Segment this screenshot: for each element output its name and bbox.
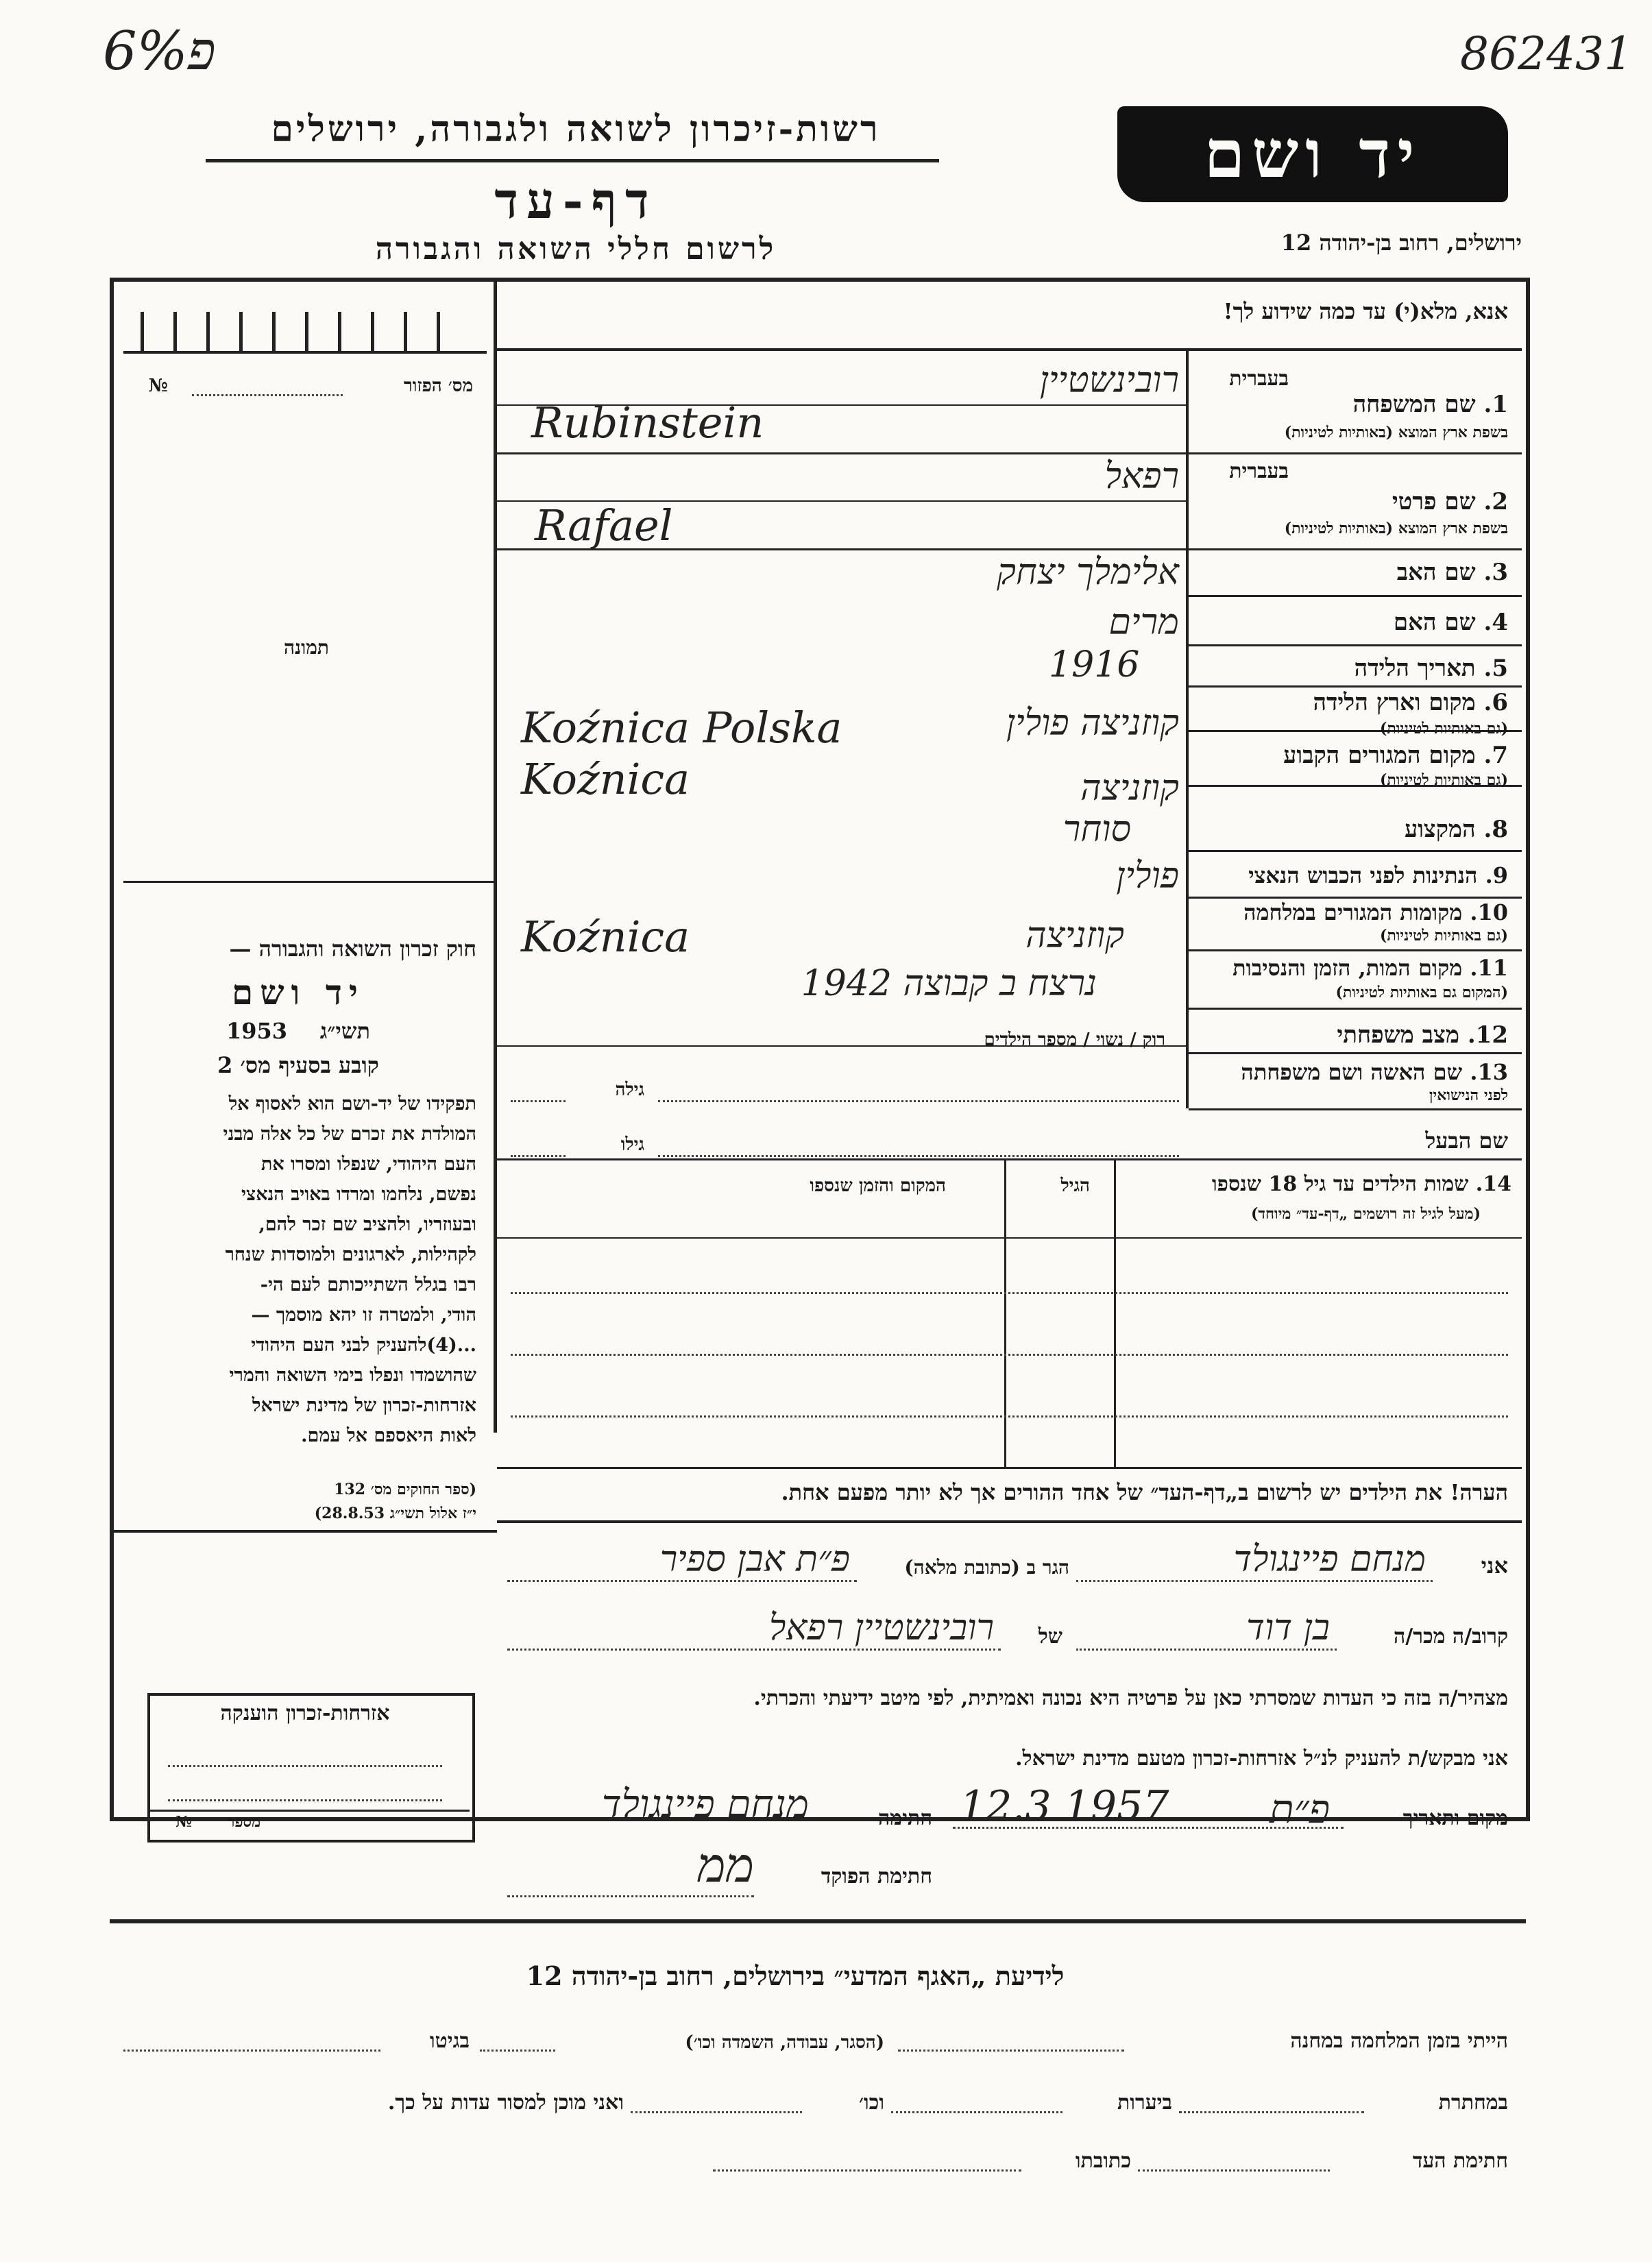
field-2-hebrew-label: בעברית [1229, 459, 1289, 483]
field-9-value[interactable]: פולין [1116, 855, 1179, 897]
field-1-label: 1. שם המשפחה [1352, 391, 1508, 418]
citizenship-number-suffix: № [175, 1813, 192, 1831]
field-1-latin-value[interactable]: Rubinstein [531, 398, 764, 448]
row-sep [1189, 949, 1522, 951]
husband-age-dots [511, 1155, 566, 1157]
file-number-dots [192, 394, 343, 396]
field-2-label: 2. שם פרטי [1392, 488, 1508, 515]
field-10-label: 10. מקומות המגורים במלחמה [1243, 899, 1508, 925]
field-11-sub: (המקום גם באותיות לטיניות) [1335, 984, 1508, 1001]
bottom-line3-a: חתימת העד [1412, 2149, 1508, 2173]
row-sep [1189, 644, 1522, 646]
field-10-latin-value[interactable]: Koźnica [521, 912, 690, 962]
corner-mark-left: 6%פ [103, 21, 216, 82]
field-7-hebrew-value[interactable]: קוזניצה [1080, 768, 1179, 809]
field-12-options: רוק / נשוי / מספר הילדים [984, 1030, 1165, 1050]
note-text: הערה! את הילדים יש לרשום ב„דף-העד״ של אחד ההורים אך לא יותר מפעם אחת. [781, 1479, 1508, 1505]
place-value[interactable]: פ״ת [1270, 1786, 1330, 1832]
field-8-label: 8. המקצוע [1404, 816, 1508, 843]
field-4-label: 4. שם האם [1393, 609, 1508, 636]
law-name: יד ושם [232, 972, 365, 1012]
bottom-line1-dots-3 [123, 2050, 380, 2052]
bottom-line1-dots-2 [480, 2050, 555, 2052]
field-2-latin-value[interactable]: Rafael [535, 500, 673, 550]
row-sep [1189, 1052, 1522, 1054]
law-line: לאות היאספם אל עמם. [301, 1425, 476, 1446]
residing-label: הגר ב (כתובת מלאה) [904, 1556, 1069, 1579]
children-row [511, 1415, 1508, 1418]
clerk-signature-dots [507, 1895, 754, 1897]
bottom-line2-b: ביערות [1117, 2091, 1172, 2115]
place-date-label: מקום ותאריך [1402, 1806, 1508, 1830]
husband-name-dots [658, 1155, 1179, 1157]
children-table-bottom [497, 1467, 1522, 1469]
law-section: קובע בסעיף מס׳ 2 [217, 1052, 379, 1078]
husband-age-label: גילו [620, 1134, 644, 1155]
file-number-label: מס׳ הפזור [403, 376, 473, 396]
signature-value[interactable]: מנחם פיינגולד [601, 1782, 809, 1827]
authority-underline [206, 159, 939, 162]
law-line: הודי, ולמטרה זו יהא מוסמך — [251, 1304, 476, 1326]
field-6-label: 6. מקום וארץ הלידה [1313, 689, 1508, 716]
bottom-line2-a: במחתרת [1438, 2091, 1508, 2115]
bottom-line1-b: (הסגר, עבודה, השמדה וכו׳) [685, 2032, 884, 2053]
of-label: של [1038, 1625, 1062, 1649]
bottom-line2-dots-3 [631, 2111, 802, 2113]
wife-name-dots [658, 1100, 1179, 1102]
wife-age-label: גילה [615, 1080, 644, 1100]
field-3-value[interactable]: אלימלך יצחק [997, 552, 1179, 593]
bottom-title: לידיעת „האגף המדעי״ בירושלים, רחוב בן-יהודה 12 [526, 1960, 1065, 1991]
row-sep [1189, 595, 1522, 597]
field-5-value[interactable]: 1916 [1049, 644, 1140, 685]
law-reference-2: י״ז אלול תשי״ג 28.8.53) [314, 1505, 476, 1522]
law-line: תפקידו של יד-ושם הוא לאסוף אל [228, 1093, 476, 1115]
relation-dots [1076, 1649, 1337, 1651]
relation-of-value[interactable]: רובינשטיין רפאל [768, 1607, 994, 1649]
header-address: ירושלים, רחוב בן-יהודה 12 [1280, 230, 1522, 256]
field-14-label: 14. שמות הילדים עד גיל 18 שנספו [1211, 1172, 1511, 1196]
place-date-dots [953, 1827, 1344, 1829]
field-2-hebrew-value[interactable]: רפאל [1104, 456, 1179, 497]
law-text [120, 1093, 476, 1455]
row-sep [1189, 1008, 1522, 1010]
field-6-sub: (גם באותיות לטיניות) [1379, 720, 1508, 738]
law-line: לקהילות, לארגונים ולמוסדות שנחר [225, 1244, 476, 1265]
bottom-line2-dots-2 [891, 2111, 1062, 2113]
children-col-divider-2 [1004, 1160, 1006, 1469]
declaration-request: אני מבקש/ת להעניק לנ״ל אזרחות-זכרון מטעם מדינת ישראל. [1015, 1747, 1508, 1771]
bottom-line3-dots-2 [713, 2169, 1021, 2172]
logo-text: יד ושם [1204, 115, 1422, 193]
field-9-label: 9. הנתינות לפני הכבוש הנאצי [1248, 862, 1508, 888]
citizenship-dots-1 [168, 1765, 442, 1767]
field-5-label: 5. תאריך הלידה [1354, 655, 1508, 682]
law-line: העם היהודי, שנפלו ומסרו את [260, 1154, 476, 1175]
relation-value[interactable]: בן דוד [1246, 1607, 1330, 1649]
bottom-line1-c: בגיטו [429, 2029, 470, 2053]
children-row [511, 1354, 1508, 1356]
field-13-label: 13. שם האשה ושם משפחתה [1241, 1059, 1508, 1085]
signature-label: חתימה [878, 1806, 932, 1830]
children-row [511, 1292, 1508, 1294]
field-13-sub: לפני הנישואין [1429, 1086, 1508, 1104]
clerk-signature-value: ממ [697, 1837, 754, 1893]
field-11-value[interactable]: נרצח ב קבוצה 1942 [801, 963, 1097, 1004]
declarant-address[interactable]: פ״ת אבן ספיר [659, 1539, 850, 1580]
citizenship-box-title: אזרחות-זכרון הוענקה [220, 1701, 390, 1725]
field-6-hebrew-value[interactable]: קוזניצה פולין [1006, 703, 1179, 744]
row-sep [1189, 850, 1522, 852]
field-8-value[interactable]: סוחר [1062, 809, 1131, 850]
instruction-row-line [497, 348, 1522, 351]
bottom-section-top [110, 1919, 1526, 1923]
field-1-hebrew-value[interactable]: רובינשטיין [1039, 360, 1179, 401]
form-title: דף-עד [494, 171, 657, 230]
bottom-line2-d: ואני מוכן למסור עדות על כך. [387, 2091, 624, 2115]
photo-label: תמונה [283, 636, 329, 659]
law-line: רבו בגלל השתייכותם לעם הי- [260, 1274, 476, 1296]
husband-label: שם הבעל [1425, 1128, 1508, 1154]
authority-name: רשות-זיכרון לשואה ולגבורה, ירושלים [271, 108, 881, 150]
citizenship-number-divider [147, 1810, 470, 1812]
instruction-text: אנא, מלא(י) עד כמה שידוע לך! [1223, 298, 1508, 324]
field-10-sub: (גם באותיות לטיניות) [1379, 927, 1508, 945]
citizenship-dots-2 [168, 1799, 442, 1801]
bottom-line3-dots-1 [1138, 2169, 1330, 2172]
field-11-label: 11. מקום המות, הזמן והנסיבות [1232, 955, 1508, 981]
law-year: 1953 [226, 1018, 288, 1044]
stamp-boxes-base [123, 351, 487, 354]
citizenship-number-label: מספר [227, 1813, 260, 1831]
law-line: שהושמדו ונפלו בימי השואה והמרי [229, 1365, 476, 1386]
law-box-bottom [110, 1530, 497, 1533]
law-year-hebrew: תשי״ג [319, 1018, 370, 1044]
declaration-statement: מצהיר/ה בזה כי העדות שמסרתי כאן על פרטיה היא נכונה ואמיתית, לפי מיטב ידיעתי והכרתי. [753, 1686, 1508, 1710]
declarant-address-dots [507, 1580, 857, 1582]
corner-mark-right: 862431 [1460, 27, 1633, 80]
row-sep [497, 1158, 1522, 1160]
left-column-divider [494, 278, 497, 1433]
law-line: נפשם, נלחמו ומרדו באויב הנאצי [241, 1184, 476, 1205]
declaration-i-label: אני [1481, 1553, 1508, 1579]
field-10-hebrew-value[interactable]: קוזניצה [1025, 915, 1124, 956]
declarant-name[interactable]: מנחם פיינגולד [1233, 1539, 1426, 1580]
row-sep [1189, 1108, 1522, 1110]
clerk-signature-label: חתימת הפוקד [821, 1864, 932, 1888]
row-sep [1189, 685, 1522, 688]
declarant-name-dots [1076, 1580, 1433, 1582]
field-12-label: 12. מצב משפחתי [1337, 1021, 1508, 1049]
field-1-sub: בשפת ארץ המוצא (באותיות לטיניות) [1284, 424, 1508, 441]
field-7-label: 7. מקום המגורים הקבוע [1283, 742, 1508, 769]
law-line: ...(4)להעניק לבני העם היהודי [251, 1335, 476, 1356]
file-number-suffix: № [148, 376, 168, 396]
wife-age-dots [511, 1100, 566, 1102]
bottom-line2-c: וכו׳ [859, 2091, 884, 2115]
field-14-sub: (מעל לגיל זה רושמים „דף-עד״ מיוחד) [1250, 1205, 1481, 1223]
law-title: חוק זכרון השואה והגבורה — [229, 936, 476, 962]
field-6-latin-value[interactable]: Koźnica Polska [521, 703, 842, 753]
row-sep [497, 452, 1522, 454]
date-value[interactable]: 12.3 1957 [960, 1782, 1169, 1830]
bottom-line2-dots-1 [1179, 2111, 1364, 2113]
children-header-line [497, 1237, 1522, 1239]
relation-label: קרוב/ה מכר/ה [1394, 1625, 1508, 1649]
children-col-divider-1 [1114, 1160, 1116, 1469]
photo-area-bottom [123, 881, 494, 883]
bottom-line1-a: הייתי בזמן המלחמה במחנה [1290, 2029, 1508, 2053]
field-1-hebrew-label: בעברית [1229, 367, 1289, 391]
field-3-label: 3. שם האב [1396, 559, 1508, 586]
bottom-line1-dots-1 [898, 2050, 1124, 2052]
yad-vashem-logo [1117, 106, 1508, 202]
law-line: אזרחות-זכרון של מדינת ישראל [252, 1395, 476, 1416]
field-4-value[interactable]: מרים [1108, 602, 1179, 643]
law-line: ובעוזריו, ולהציב שם זכר להם, [258, 1214, 476, 1235]
relation-of-dots [507, 1649, 1001, 1651]
field-7-sub: (גם באותיות לטיניות) [1379, 771, 1508, 789]
law-line: המולדת את זכרם של כל אלה מבני [223, 1123, 476, 1145]
field-2-sub: בשפת ארץ המוצא (באותיות לטיניות) [1284, 520, 1508, 537]
field-7-latin-value[interactable]: Koźnica [521, 754, 690, 804]
children-col-place: המקום והזמן שנספו [810, 1176, 946, 1196]
row-sep [1189, 897, 1522, 899]
children-col-age: הגיל [1060, 1176, 1090, 1196]
stamp-boxes [141, 312, 456, 353]
note-line [497, 1520, 1522, 1523]
form-subtitle: לרשום חללי השואה והגבורה [375, 232, 777, 267]
law-reference-1: (ספר החוקים מס׳ 132 [334, 1481, 476, 1498]
bottom-line3-b: כתובתו [1075, 2149, 1131, 2173]
